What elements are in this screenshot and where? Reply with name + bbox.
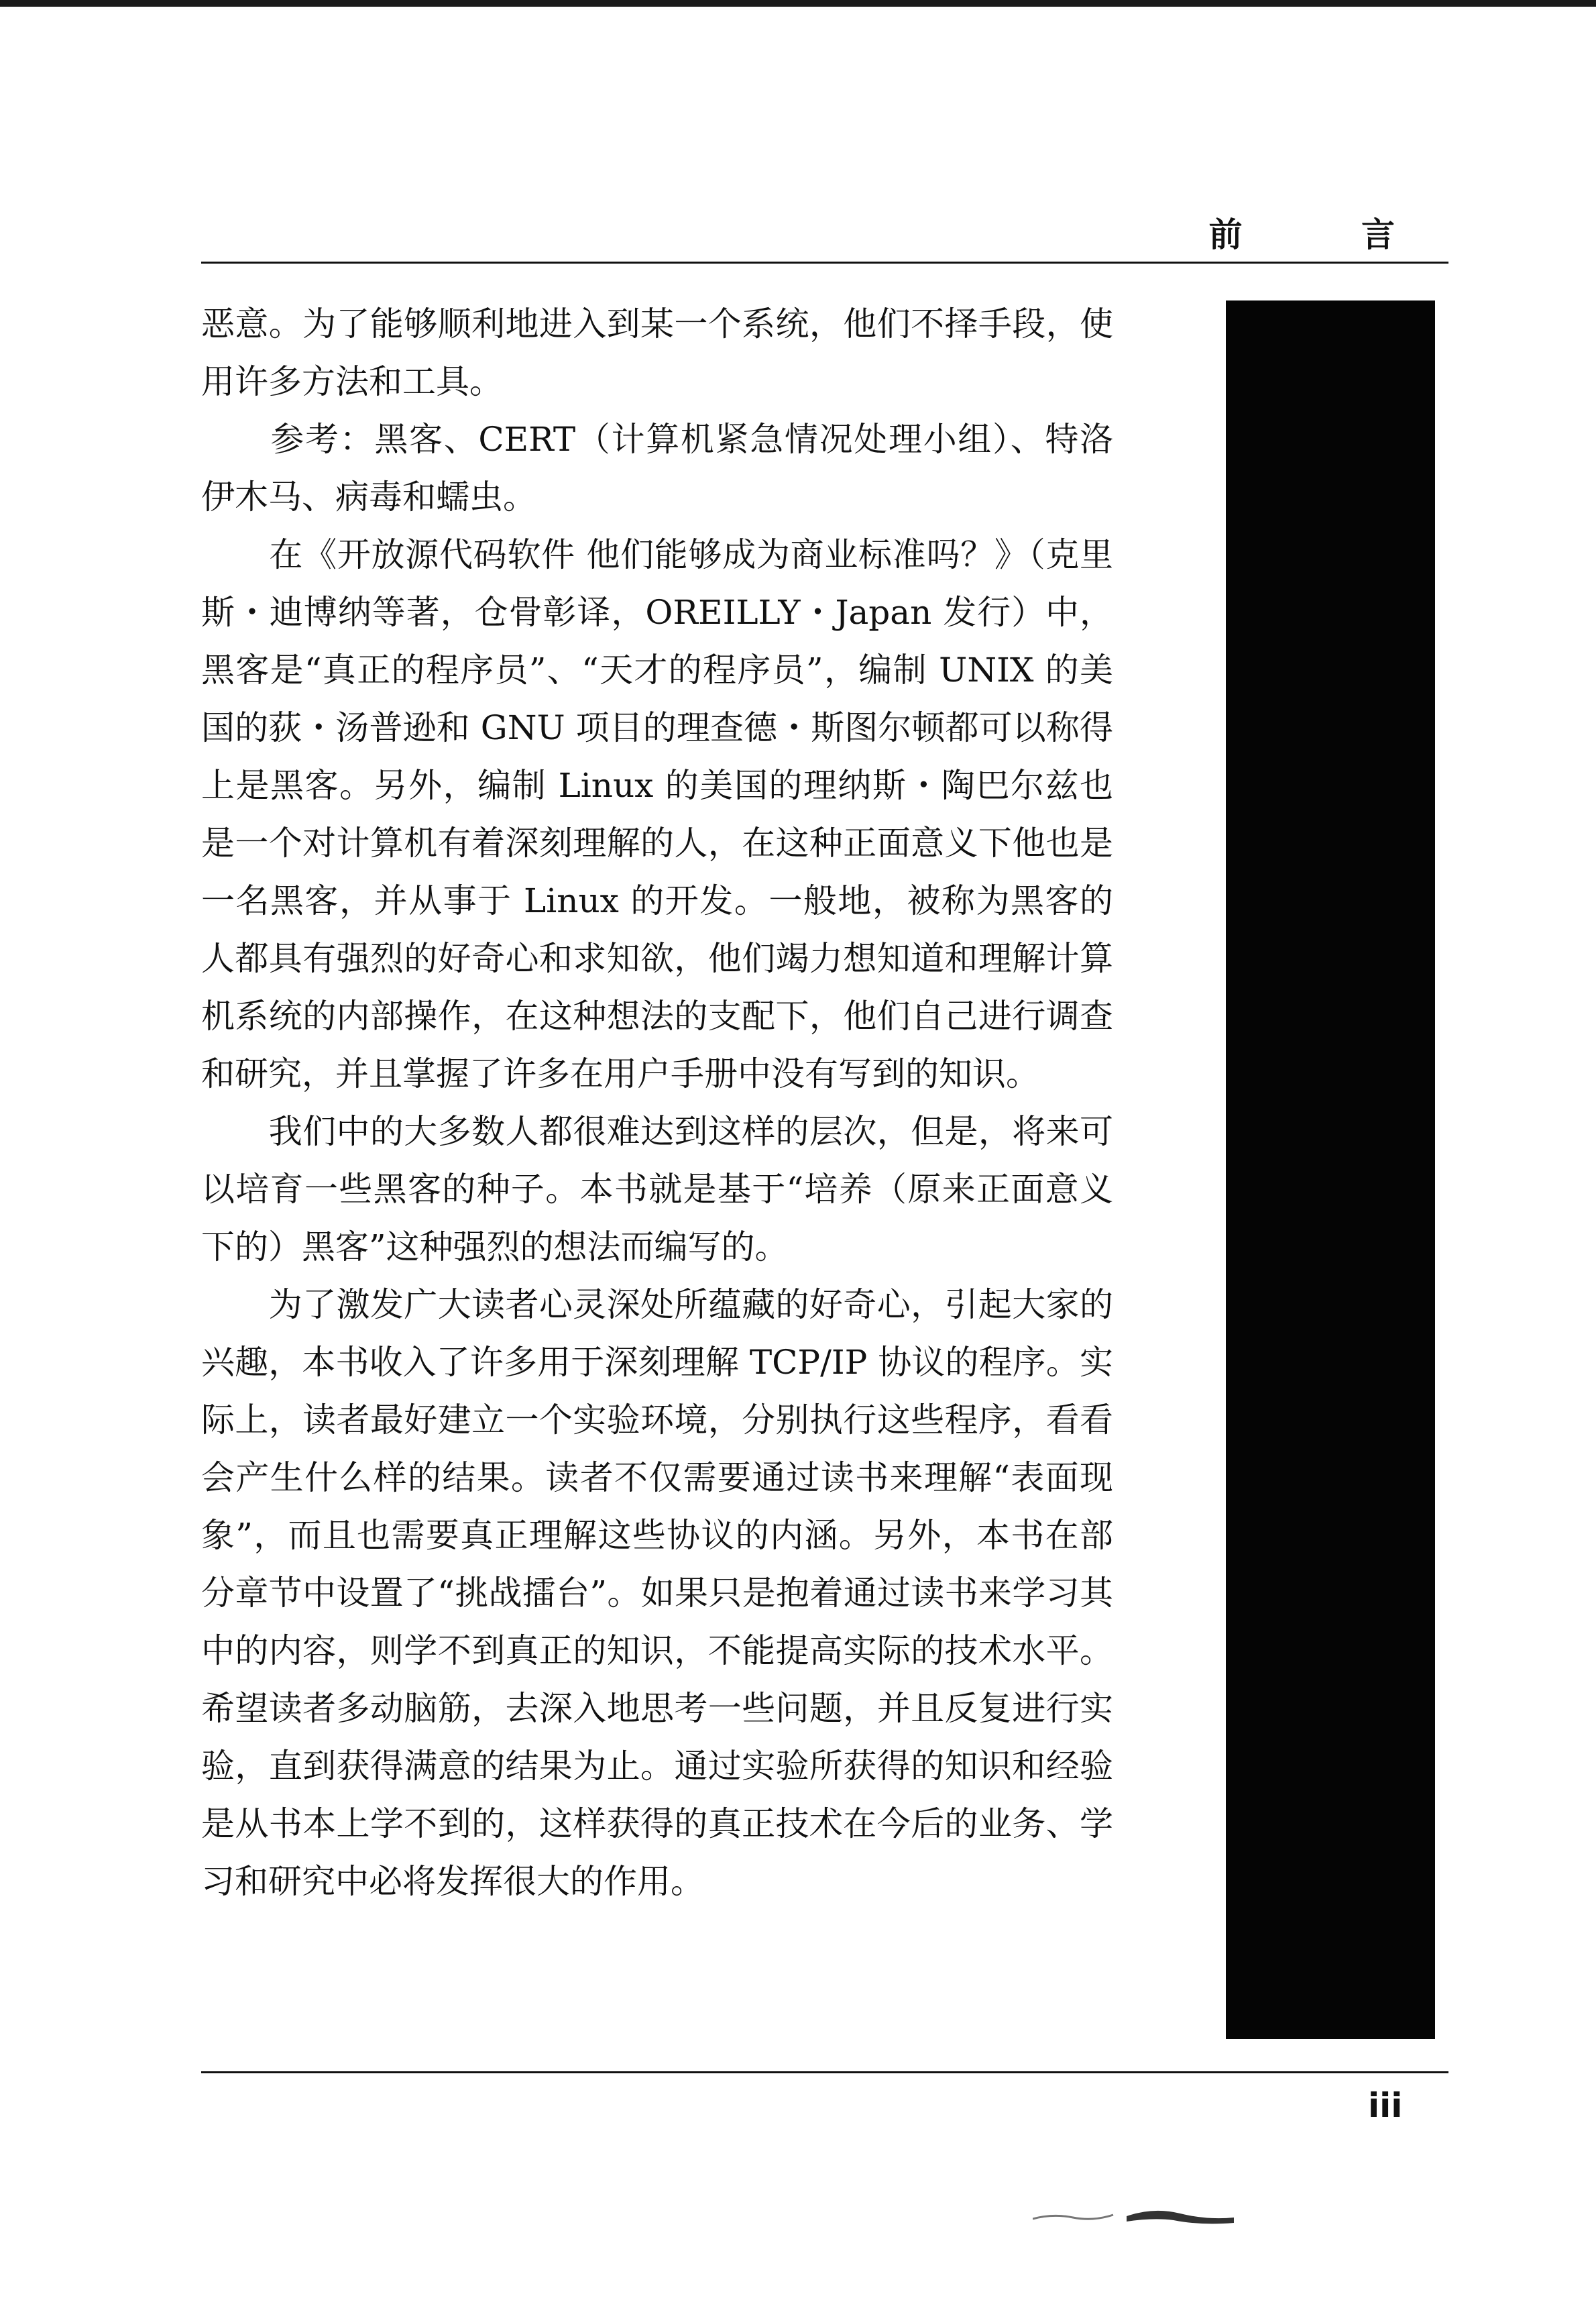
footer-rule [201, 2071, 1448, 2073]
page-number: iii [1368, 2086, 1403, 2125]
body-text [201, 295, 1113, 1910]
paragraph-5: 为了激发广大读者心灵深处所蕴藏的好奇心，引起大家的兴趣，本书收入了许多用于深刻理解 TCP/IP 协议的程序。实际上，读者最好建立一个实验环境，分别执行这些程序，看看会产生什么样的结果。读者不仅需要通过读书来理解“表面现象”，而且也需要真正理解这些协议的内涵。另外，本书在部分章节中设置了“挑战擂台”。如果只是抱着通过读书来学习其中的内容，则学不到真正的知识，不能提高实际的技术水平。希望读者多动脑筋，去深入地思考一些问题，并且反复进行实验，直到获得满意的结果为止。通过实验所获得的知识和经验是从书本上学不到的，这样获得的真正技术在今后的业务、学习和研究中必将发挥很大的作用。 [201, 1285, 1113, 1901]
paragraph-2: 参考：黑客、CERT（计算机紧急情况处理小组）、特洛伊木马、病毒和蠕虫。 [201, 420, 1113, 516]
paragraph-1: 恶意。为了能够顺利地进入到某一个系统，他们不择手段，使用许多方法和工具。 [201, 305, 1113, 401]
paragraph-4: 我们中的大多数人都很难达到这样的层次，但是，将来可以培育一些黑客的种子。本书就是基于“培养（原来正面意义下的）黑客”这种强烈的想法而编写的。 [201, 1112, 1113, 1266]
header-rule [201, 262, 1448, 264]
scan-smudge-mark [1033, 2200, 1234, 2227]
paragraph-3: 在《开放源代码软件 他们能够成为商业标准吗？》（克里斯・迪博纳等著，仓骨彰译，OREILLY・Japan 发行）中，黑客是“真正的程序员”、“天才的程序员”，编制 UNIX 的美国的荻・汤普逊和 GNU 项目的理查德・斯图尔顿都可以称得上是黑客。另外，编制 Linux 的美国的理纳斯・陶巴尔兹也是一个对计算机有着深刻理解的人，在这种正面意义下他也是一名黑客，并从事于 Linux 的开发。一般地，被称为黑客的人都具有强烈的好奇心和求知欲，他们竭力想知道和理解计算机系统的内部操作，在这种想法的支配下，他们自己进行调查和研究，并且掌握了许多在用户手册中没有写到的知识。 [201, 535, 1113, 1093]
thumb-index-tab [1226, 300, 1435, 2039]
running-head: 前 言 [1208, 215, 1448, 254]
page-top-edge [0, 0, 1596, 7]
